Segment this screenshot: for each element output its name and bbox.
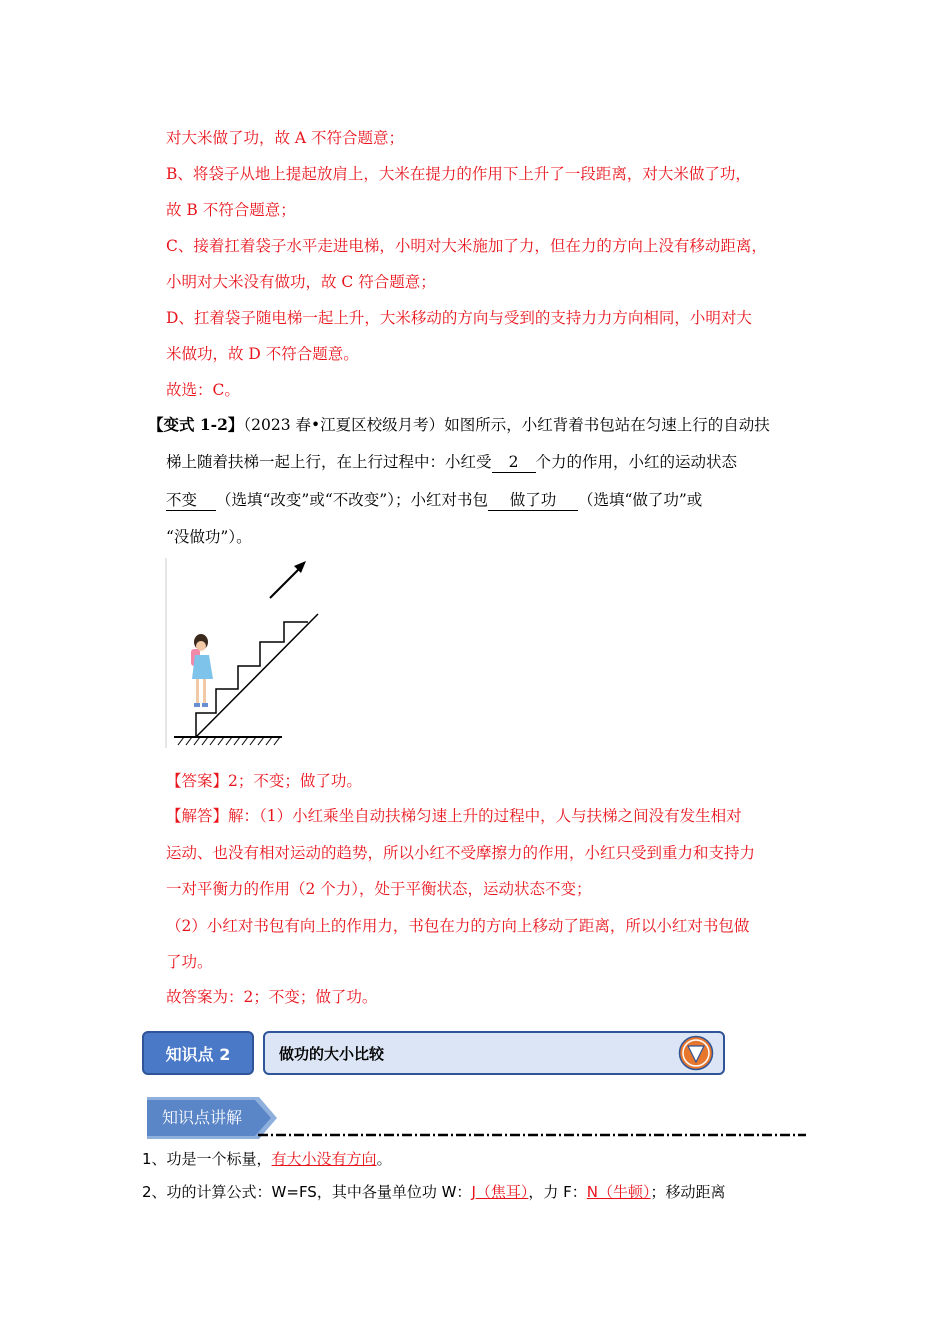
collapse-triangle-icon[interactable] [678,1035,714,1071]
girl-figure [191,634,213,707]
answer-line: 米做功，故 D 不符合题意。 [166,345,359,363]
question-tag: 【变式 1-2】 [148,415,244,434]
direction-arrow [270,566,302,598]
note-answer: N（牛顿） [586,1183,651,1201]
explain-line: 了功。 [166,953,213,971]
fill-blank-1: 2 [492,452,536,473]
answer-line: 故 B 不符合题意； [166,201,296,219]
answer-label: 【答案】 [166,772,229,790]
knowledge-point-title-text: 做功的大小比较 [279,1044,385,1063]
answer-line: 故选：C。 [166,381,240,399]
dash-dot-divider [258,1133,806,1137]
note-text: 。 [376,1150,392,1168]
note-item-1 [142,1149,392,1169]
explain-line: 一对平衡力的作用（2 个力），处于平衡状态，运动状态不变； [166,880,592,898]
answer-line: C、接着扛着袋子水平走进电梯，小明对大米施加了力，但在力的方向上没有移动距离， [166,237,767,255]
explain-line: （2）小红对书包有向上的作用力，书包在力的方向上移动了距离，所以小红对书包做 [166,917,750,935]
explain-line: 故答案为：2；不变；做了功。 [166,988,378,1006]
note-answer: J（焦耳） [471,1183,529,1201]
answer-line: D、扛着袋子随电梯一起上升，大米移动的方向与受到的支持力力方向相同，小明对大 [166,309,752,327]
note-item-2 [142,1182,726,1202]
note-text: 2、功的计算公式：W=FS，其中各量单位功 W： [142,1183,472,1201]
note-text: ，力 F： [528,1183,587,1201]
explain-line: 运动、也没有相对运动的趋势，所以小红不受摩擦力的作用，小红只受到重力和支持力 [166,844,756,862]
note-text: ；移动距离 [650,1183,726,1201]
note-text: 1、功是一个标量， [142,1150,272,1168]
question-text: （选填“做了功”或 [577,491,703,509]
answer-line: 对大米做了功，故 A 不符合题意； [166,129,405,147]
question-text: （选填“改变”或“不改变”）；小红对书包 [216,491,488,509]
ground-hatching [178,737,280,745]
question-text: 如图所示，小红背着书包站在匀速上行的自动扶 [444,416,770,434]
question-text: 个力的作用，小红的运动状态 [535,453,738,471]
escalator-figure [164,556,324,752]
fill-blank-2: 不变 [166,490,216,511]
note-answer: 有大小没有方向 [271,1150,377,1168]
section-banner-text: 知识点讲解 [162,1108,243,1127]
question-source: （2023 春•江夏区校级月考） [243,416,445,434]
answer-text: 2；不变；做了功。 [228,772,362,790]
escalator-incline [196,614,318,737]
question-line-3 [166,490,702,511]
fill-blank-3: 做了功 [488,490,578,511]
question-line-2 [166,452,737,473]
answer-line [166,771,362,791]
explain-line [166,806,742,826]
question-line-4: “没做功”）。 [166,528,252,546]
knowledge-point-title [263,1031,725,1075]
knowledge-point-label: 知识点 2 [142,1031,254,1075]
question-line-1 [148,415,770,435]
answer-line: B、将袋子从地上提起放肩上，大米在提力的作用下上升了一段距离，对大米做了功， [166,165,751,183]
question-text: 梯上随着扶梯一起上行，在上行过程中：小红受 [166,453,492,471]
answer-line: 小明对大米没有做功，故 C 符合题意； [166,273,436,291]
explain-label: 【解答】 [166,807,229,825]
explain-text: 解：（1）小红乘坐自动扶梯匀速上升的过程中，人与扶梯之间没有发生相对 [228,807,742,825]
